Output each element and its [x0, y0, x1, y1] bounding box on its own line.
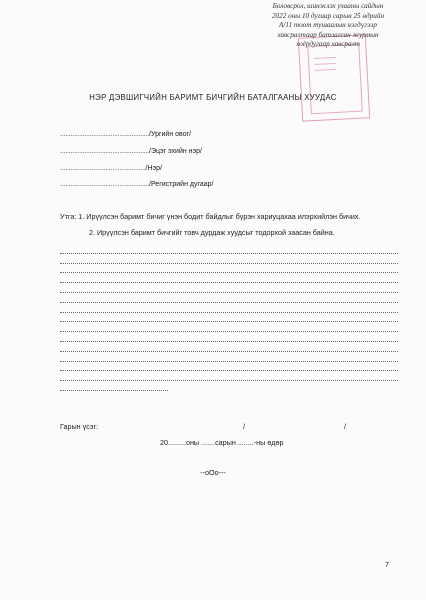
- blank-line: [60, 303, 398, 313]
- blank-line: [60, 322, 398, 332]
- approval-line-2: 2022 оны 10 дугаар сарын 25 өдрийн: [271, 11, 385, 20]
- blank-line: [60, 352, 398, 362]
- blank-line: [60, 381, 168, 391]
- blank-line: [60, 313, 398, 323]
- field-family-name: .................................................../Ургийн овог/: [60, 131, 192, 138]
- end-mark: --oOo---: [200, 468, 226, 477]
- page-number: 7: [385, 560, 389, 569]
- blank-line: [60, 283, 398, 293]
- approval-line-4: хавсралтаар батлагсан журмын: [277, 30, 379, 39]
- description-lines: [60, 244, 398, 391]
- blank-line: [60, 332, 398, 342]
- blank-line: [60, 244, 398, 254]
- blank-line: [60, 342, 398, 352]
- approval-line-5: хоёрдугаар хавсралт: [296, 40, 360, 49]
- signature-slash-2: /: [344, 422, 346, 431]
- approval-header: [248, 2, 408, 50]
- signature-label: Гарын үсэг:: [60, 422, 99, 431]
- stamp-inner-frame: [307, 44, 362, 115]
- blank-line: [60, 254, 398, 264]
- blank-line: [60, 273, 398, 283]
- field-fathers-name: .................................................../Эцэг эхийн нэр/: [60, 148, 202, 155]
- date-line: 20.........оны .......сарын ........-ны өдөр: [160, 438, 284, 447]
- approval-line-3: A/11 тоот тушаалын нэгдүгээр: [279, 21, 377, 30]
- blank-line: [60, 371, 398, 381]
- signature-slash-1: /: [243, 422, 245, 431]
- blank-line: [60, 264, 398, 274]
- document-title: НЭР ДЭВШИГЧИЙН БАРИМТ БИЧГИЙН БАТАЛГААНЫ ХУУДАС: [89, 93, 337, 102]
- instruction-2: 2. Ирүүлсэн баримт бичгийг товч дурдаж хуудсыг тодорхой заасан байна.: [89, 228, 335, 237]
- instruction-1: Утга: 1. Ирүүлсэн баримт бичиг үнэн бодит байдлыг бүрэн хариуцахаа илэрхийлэн бичих.: [60, 212, 361, 221]
- blank-line: [60, 293, 398, 303]
- approval-line-1: Боловсрол, шинжлэх ухааны сайдын: [272, 2, 384, 10]
- field-registration-number: .................................................../Регистрийн дугаар/: [60, 181, 214, 188]
- field-given-name: ................................................./Нэр/: [60, 165, 162, 172]
- blank-line: [60, 362, 398, 372]
